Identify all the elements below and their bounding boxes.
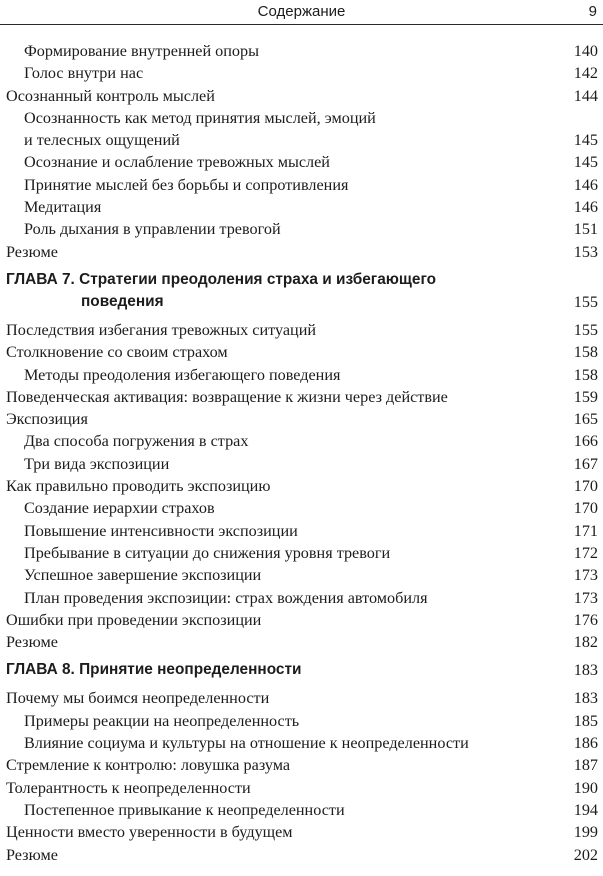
chapter-heading-7[interactable] [6,269,598,313]
toc-entry-page: 194 [573,800,598,819]
toc-entry-page: 166 [573,432,598,451]
toc-entry[interactable] [6,40,598,62]
toc-entry[interactable] [6,85,598,107]
toc-entry[interactable] [6,62,598,84]
toc-entry-title: Примеры реакции на неопределенность [24,711,300,730]
toc-entry[interactable] [6,107,598,152]
toc-entry-page: 172 [573,543,598,562]
toc-entry-title: Почему мы боимся неопределенности [6,689,270,708]
toc-entry-page: 165 [573,410,598,429]
toc-entry-page: 153 [573,242,598,261]
toc-entry-page: 145 [573,131,598,150]
toc-entry-page: 158 [573,343,598,362]
toc-entry-page: 186 [573,734,598,753]
running-head-title: Содержание [257,3,346,20]
toc-entry-title: Три вида экспозиции [24,454,170,473]
toc-entry-title: Успешное завершение экспозиции [24,566,262,585]
toc-entry-title: Поведенческая активация: возвращение к жизни через действие [6,387,448,406]
toc-entry-page: 199 [573,823,598,842]
toc-entry-title: Столкновение со своим страхом [6,343,228,362]
toc-entry-title: Влияние социума и культуры на отношение к неопределенности [24,734,469,753]
toc-entry-page: 159 [573,387,598,406]
toc-entry-page: 176 [573,610,598,629]
toc-entry-page: 185 [573,711,598,730]
toc-entry[interactable] [6,241,598,263]
toc-entry-title: Экспозиция [6,410,88,429]
toc-entry-page: 142 [573,64,598,83]
toc-entry-page: 182 [573,633,598,652]
toc-entry-title: Ошибки при проведении экспозиции [6,610,262,629]
toc-entry-title: Осознание и ослабление тревожных мыслей [24,153,330,172]
toc-entry[interactable] [6,364,598,386]
toc-entry-page: 173 [573,588,598,607]
table-of-contents [6,40,598,866]
toc-entry-title: Резюме [6,845,58,864]
toc-entry[interactable] [6,821,598,843]
running-head [0,2,603,25]
toc-entry[interactable] [6,564,598,586]
toc-entry[interactable] [6,475,598,497]
toc-entry-title: Два способа погружения в страх [24,432,249,451]
toc-entry-page: 151 [573,220,598,239]
toc-entry-page: 140 [573,42,598,60]
chapter-heading-page: 183 [573,661,598,680]
running-head-page-number: 9 [588,3,597,20]
toc-entry-page: 155 [573,320,598,339]
toc-entry-title: Стремление к контролю: ловушка разума [6,756,291,775]
toc-entry-page: 183 [573,689,598,708]
toc-entry-title [24,107,376,152]
toc-entry[interactable] [6,196,598,218]
toc-entry-title: Формирование внутренней опоры [24,42,259,60]
toc-entry-title: Роль дыхания в управлении тревогой [24,220,281,239]
toc-entry-title: Постепенное привыкание к неопределенности [24,800,345,819]
chapter-heading-page: 155 [573,292,598,311]
toc-entry[interactable] [6,341,598,363]
toc-entry[interactable] [6,408,598,430]
toc-entry-page: 167 [573,454,598,473]
toc-entry[interactable] [6,844,598,866]
chapter-heading-title-line1: ГЛАВА 7. Стратегии преодоления страха и избегающего [6,270,437,288]
chapter-heading-title [6,269,436,313]
toc-entry[interactable] [6,151,598,173]
toc-entry-title: Резюме [6,633,58,652]
chapter-heading-title-line2: поведения [81,292,164,310]
toc-entry-page: 171 [573,521,598,540]
toc-entry-title: Как правильно проводить экспозицию [6,477,271,496]
toc-entry-page: 146 [573,175,598,194]
toc-entry-title: Толерантность к неопределенности [6,778,251,797]
chapter-heading-8[interactable] [6,659,598,681]
toc-entry[interactable] [6,631,598,653]
toc-entry[interactable] [6,386,598,408]
toc-entry-page: 202 [573,845,598,864]
toc-entry-page: 173 [573,566,598,585]
toc-entry-title: Медитация [24,198,102,217]
toc-entry-page: 190 [573,778,598,797]
toc-entry[interactable] [6,799,598,821]
toc-entry[interactable] [6,542,598,564]
toc-entry-page: 170 [573,477,598,496]
toc-entry-title: Методы преодоления избегающего поведения [24,365,341,384]
toc-entry-page: 144 [573,86,598,105]
toc-entry-page: 158 [573,365,598,384]
toc-entry-title-line1: Осознанность как метод принятия мыслей, эмоций [24,108,376,127]
toc-entry-title: Создание иерархии страхов [24,499,215,518]
toc-entry-title: Принятие мыслей без борьбы и сопротивления [24,175,349,194]
toc-entry[interactable] [6,319,598,341]
toc-entry[interactable] [6,497,598,519]
toc-entry-title: Пребывание в ситуации до снижения уровня тревоги [24,543,391,562]
toc-entry[interactable] [6,430,598,452]
toc-entry-page: 170 [573,499,598,518]
chapter-heading-title: ГЛАВА 8. Принятие неопределенности [6,661,302,679]
toc-entry-title-line2: и телесных ощущений [24,131,180,150]
toc-entry[interactable] [6,453,598,475]
toc-entry[interactable] [6,777,598,799]
toc-entry[interactable] [6,732,598,754]
toc-entry[interactable] [6,174,598,196]
toc-entry-page: 146 [573,198,598,217]
toc-entry[interactable] [6,520,598,542]
toc-entry-page: 145 [573,153,598,172]
toc-entry[interactable] [6,218,598,240]
toc-entry-page: 187 [573,756,598,775]
toc-entry[interactable] [6,710,598,732]
toc-entry[interactable] [6,609,598,631]
toc-entry[interactable] [6,587,598,609]
toc-entry-title: Последствия избегания тревожных ситуаций [6,320,317,339]
toc-entry-title: Резюме [6,242,58,261]
toc-entry-title: Осознанный контроль мыслей [6,86,215,105]
toc-entry-title: Ценности вместо уверенности в будущем [6,823,293,842]
toc-entry[interactable] [6,687,598,709]
toc-entry-title: План проведения экспозиции: страх вождения автомобиля [24,588,428,607]
toc-entry-title: Повышение интенсивности экспозиции [24,521,298,540]
toc-entry[interactable] [6,754,598,776]
toc-entry-title: Голос внутри нас [24,64,144,83]
